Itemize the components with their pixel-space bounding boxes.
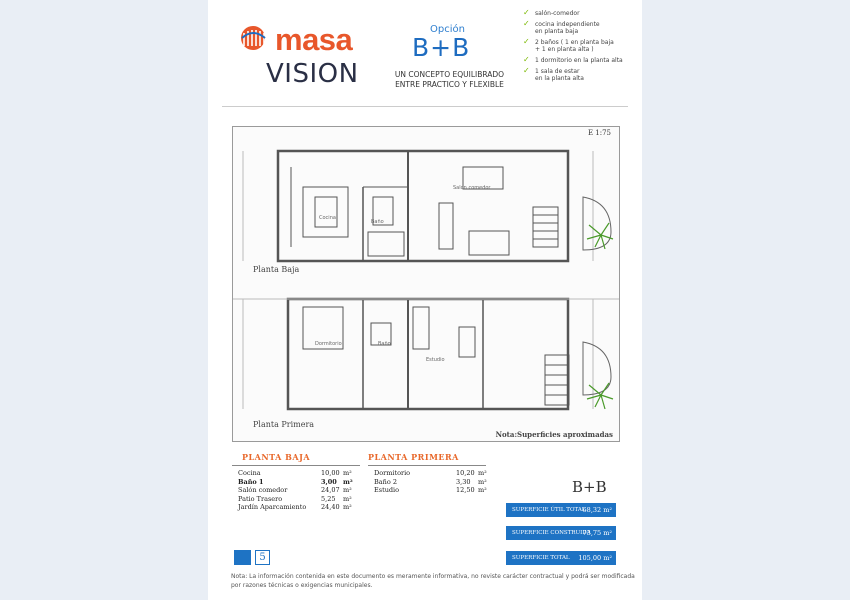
- area-name: Patio Trasero: [238, 494, 283, 503]
- planta-primera-title: PLANTA PRIMERA: [368, 452, 459, 462]
- area-name: Baño 1: [238, 477, 264, 486]
- planta-primera-rule: [368, 465, 486, 466]
- check-icon: ✓: [523, 37, 530, 46]
- plan-note: Nota:Superficies aproximadas: [495, 430, 613, 439]
- feature-item: ✓ 1 sala de estar en la planta alta: [523, 66, 584, 82]
- area-unit: m²: [478, 477, 487, 486]
- summary-box: SUPERFICIE ÚTIL TOTAL 68,32 m²: [506, 503, 616, 517]
- room-label-bano2: Baño: [378, 341, 391, 347]
- area-unit: m²: [478, 486, 487, 494]
- ground-floor-label: Planta Baja: [253, 265, 300, 274]
- feature-item: ✓ 1 dormitorio en la planta alta: [523, 55, 623, 64]
- room-label-cocina: Cocina: [319, 215, 336, 221]
- feature-list: [523, 10, 641, 86]
- area-value: 10,00: [321, 469, 340, 477]
- feature-item: ✓ 2 baños ( 1 en planta baja + 1 en planta alta ): [523, 37, 614, 53]
- area-row: [374, 486, 492, 495]
- area-unit: m²: [343, 477, 353, 486]
- first-floor-label: Planta Primera: [253, 420, 315, 429]
- area-name: Estudio: [374, 486, 400, 494]
- area-unit: m²: [343, 486, 352, 494]
- area-row: [238, 486, 368, 495]
- concept-line: UN CONCEPTO EQUILIBRADO: [394, 70, 505, 79]
- page-number: 5: [255, 550, 270, 565]
- area-value: 3,00: [321, 477, 337, 486]
- area-name: Dormitorio: [374, 469, 411, 477]
- feature-item: ✓ salón-comedor: [523, 8, 580, 17]
- summary-box: SUPERFICIE CONSTRUIDA 73,75 m²: [506, 526, 616, 540]
- area-value: 5,25: [321, 494, 336, 503]
- area-value: 10,20: [456, 469, 475, 477]
- area-value: 24,07: [321, 486, 340, 494]
- area-unit: m²: [478, 469, 487, 477]
- page-marker-square: [234, 550, 251, 565]
- room-label-dormitorio: Dormitorio: [315, 341, 342, 347]
- plan-scale: E 1:75: [587, 129, 611, 137]
- brochure-page: [208, 0, 642, 600]
- area-row: [238, 503, 368, 512]
- check-icon: ✓: [523, 66, 530, 75]
- brand-subtitle: VISION: [266, 59, 359, 89]
- area-value: 12,50: [456, 486, 475, 494]
- concept-line: ENTRE PRACTICO Y FLEXIBLE: [395, 80, 504, 89]
- masa-logo-icon: [237, 24, 271, 52]
- area-unit: m²: [343, 503, 352, 511]
- brand-name: masa: [275, 22, 353, 57]
- summary-title: B+B: [572, 478, 607, 496]
- check-icon: ✓: [523, 55, 530, 64]
- feature-item: ✓ cocina independiente en planta baja: [523, 19, 600, 35]
- area-value: 24,40: [321, 503, 340, 511]
- area-value: 3,30: [456, 477, 471, 486]
- planta-baja-title: PLANTA BAJA: [242, 452, 311, 462]
- area-row: [374, 469, 492, 478]
- area-row: [238, 478, 368, 487]
- area-row: [238, 469, 368, 478]
- check-icon: ✓: [523, 8, 530, 17]
- planta-primera-table: [374, 469, 492, 495]
- room-label-estudio: Estudio: [426, 357, 445, 363]
- room-label-bano: Baño: [371, 219, 384, 225]
- option-label: Opción: [430, 24, 465, 35]
- option-concept: [392, 70, 507, 90]
- header-divider: [222, 106, 628, 107]
- area-unit: m²: [343, 494, 352, 503]
- check-icon: ✓: [523, 19, 530, 28]
- planta-baja-rule: [232, 465, 360, 466]
- room-label-salon: Salon comedor: [453, 185, 491, 191]
- area-name: Cocina: [238, 469, 261, 477]
- disclaimer: Nota: La información contenida en este documento es meramente informativa, no reviste carácter contractual y podrá ser modificada por razones técnicas o exigencias municipales.: [231, 573, 635, 589]
- area-name: Baño 2: [374, 477, 397, 486]
- floor-plan-drawing: [233, 127, 619, 441]
- area-name: Salón comedor: [238, 486, 288, 494]
- area-row: [238, 495, 368, 504]
- area-unit: m²: [343, 469, 352, 477]
- planta-baja-table: [238, 469, 368, 512]
- area-name: Jardín Aparcamiento: [238, 503, 307, 511]
- floor-plan: [232, 126, 620, 442]
- area-row: [374, 478, 492, 487]
- summary-box: SUPERFICIE TOTAL 105,00 m²: [506, 551, 616, 565]
- option-name: B+B: [412, 33, 471, 62]
